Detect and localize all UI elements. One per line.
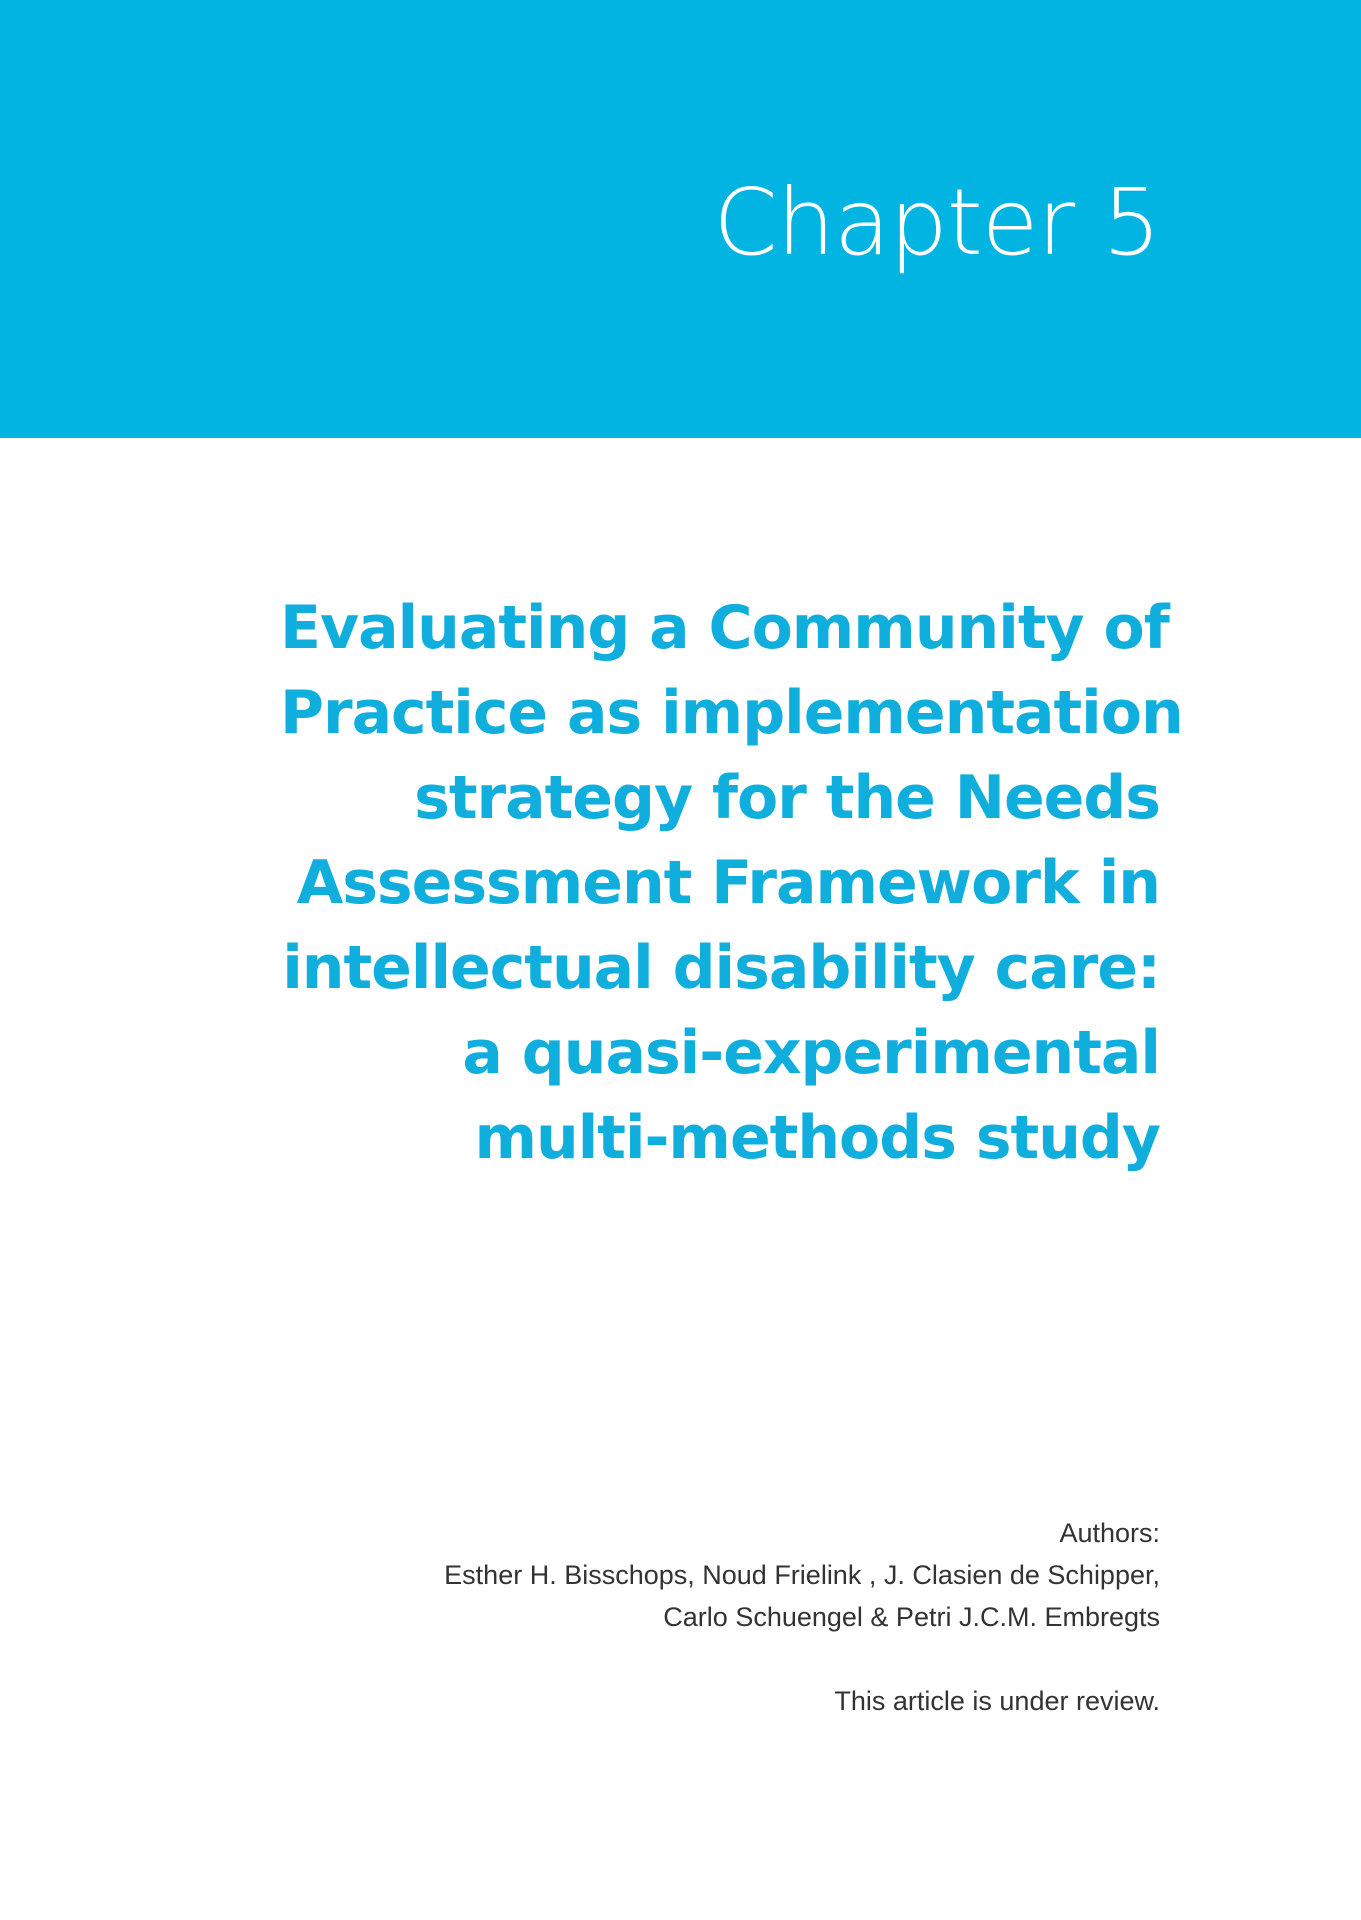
title-line: strategy for the Needs — [414, 763, 1160, 833]
article-title — [280, 586, 1183, 1181]
title-line: Assessment Framework in — [296, 848, 1160, 918]
title-line: Practice as implementation — [280, 678, 1183, 748]
author-byline — [260, 1512, 1160, 1638]
title-line: multi-methods study — [474, 1103, 1160, 1173]
author-names-line: Esther H. Bisschops, Noud Frielink , J. Clasien de Schipper, — [444, 1560, 1160, 1590]
title-line: a quasi-experimental — [462, 1018, 1160, 1088]
authors-heading: Authors: — [1059, 1518, 1160, 1548]
chapter-label: Chapter 5 — [713, 169, 1160, 276]
chapter-banner — [0, 0, 1361, 438]
title-line: intellectual disability care: — [282, 933, 1160, 1003]
review-status-note: This article is under review. — [834, 1686, 1160, 1716]
author-names-line: Carlo Schuengel & Petri J.C.M. Embregts — [663, 1602, 1160, 1632]
title-line: Evaluating a Community of — [280, 593, 1169, 663]
